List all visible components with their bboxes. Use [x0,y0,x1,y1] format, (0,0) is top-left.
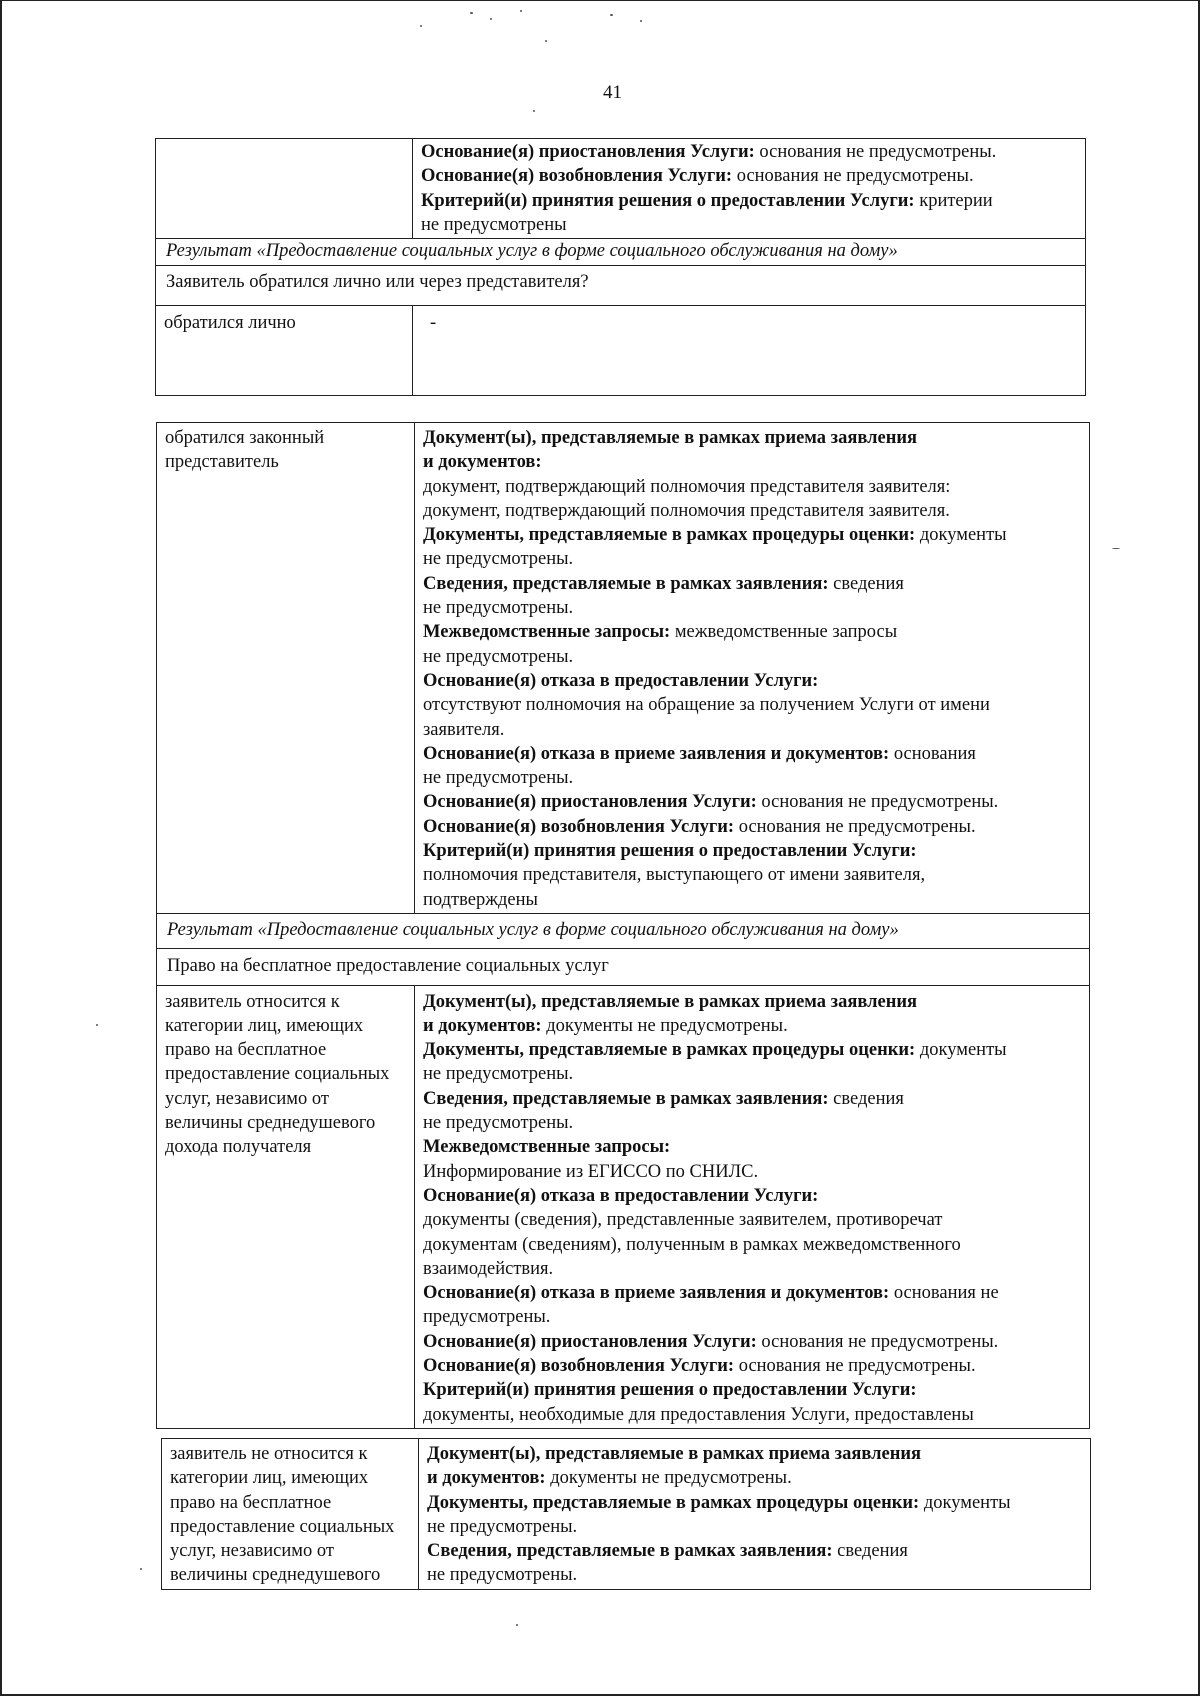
text-segment: основания не предусмотрены. [754,142,997,162]
text-line [423,596,1083,620]
text-line: предоставление социальных [165,1064,390,1085]
text-line [423,1233,1083,1257]
text-segment: основания не [889,1283,999,1304]
text-segment: основания не предусмотрены. [734,816,976,837]
text-line: величины среднедушевого [165,1113,376,1134]
text-line [423,839,1083,863]
text-line [427,1491,1084,1515]
text-segment: документам (сведениям), полученным в рамках межведомственного [423,1234,961,1255]
text-segment: не предусмотрены [421,214,567,235]
text-line [423,863,1083,887]
text-line [423,1184,1083,1208]
free-service-row: Право на бесплатное предоставление социальных услуг [157,949,1090,985]
bold-label: Сведения, представляемые в рамках заявления: [423,573,829,594]
text-line [427,1563,1084,1587]
table-row [157,949,1090,985]
text-line: услуг, независимо от [170,1541,334,1562]
text-line [427,1539,1084,1563]
bold-label: Документ(ы), представляемые в рамках приема заявления [423,428,918,448]
text-line [427,1442,1084,1466]
text-segment: взаимодействия. [423,1258,554,1279]
text-line: заявитель относится к [165,991,340,1012]
text-line [423,742,1083,766]
bold-label: Критерий(и) принятия решения о предоставлении Услуги: [421,190,915,211]
text-line [423,815,1083,839]
bold-label: Основание(я) отказа в приеме заявления и документов: [423,743,890,764]
text-segment: основания не предусмотрены. [734,1355,976,1376]
text-line [421,189,1079,213]
text-segment: не предусмотрены. [423,646,574,667]
text-segment: документы не предусмотрены. [545,1468,792,1489]
personal-right-cell: - [413,306,1086,396]
text-line [423,888,1083,912]
text-line [427,1466,1084,1490]
bold-label: Сведения, представляемые в рамках заявления: [427,1541,833,1562]
text-segment: не предусмотрены. [427,1516,578,1537]
text-segment: не предусмотрены. [423,768,574,789]
details-cell [413,139,1086,239]
text-line: предоставление социальных [170,1516,395,1537]
service-table-middle [156,422,1090,1429]
bold-label: Основание(я) возобновления Услуги: [421,166,733,187]
text-line: право на бесплатное [170,1492,332,1513]
table-row [156,239,1086,266]
text-line [423,523,1083,547]
text-line [423,475,1083,499]
text-line [423,1281,1083,1305]
bold-label: и документов: [423,452,542,473]
text-segment: не предусмотрены. [423,598,574,619]
text-segment: подтверждены [423,889,538,910]
table-row [157,423,1090,914]
text-line [423,426,1083,450]
text-line [423,645,1083,669]
text-line [423,1038,1083,1062]
bold-label: Основание(я) отказа в предоставлении Услуги: [423,670,819,691]
table-row [162,1439,1091,1590]
category-left-cell [157,985,415,1428]
text-line [423,1160,1083,1184]
text-line [423,1403,1083,1427]
text-line [423,990,1083,1014]
text-segment: основания [889,743,976,764]
text-line [423,572,1083,596]
text-segment: межведомственные запросы [670,622,898,643]
bold-label: Основание(я) возобновления Услуги: [423,816,735,837]
text-segment: основания не предусмотрены. [756,1331,999,1352]
service-table-top [155,138,1086,396]
non-category-details-cell [419,1439,1091,1590]
page-number: 41 [603,82,622,103]
text-segment: документы [915,525,1007,546]
table-row [157,985,1090,1428]
bold-label: Основание(я) отказа в приеме заявления и документов: [423,1283,890,1304]
text-segment: документы не предусмотрены. [541,1015,788,1036]
text-segment: отсутствуют полномочия на обращение за получением Услуги от имени [423,695,990,716]
bold-label: Критерий(и) принятия решения о предоставлении Услуги: [423,841,917,862]
text-line: заявитель не относится к [170,1444,368,1464]
text-line [423,766,1083,790]
text-segment: документы [915,1040,1007,1061]
text-segment: основания не предусмотрены. [756,792,999,813]
service-table-bottom [161,1438,1091,1590]
text-segment: не предусмотрены. [427,1565,578,1586]
text-segment: документ, подтверждающий полномочия представителя заявителя: [423,476,951,497]
text-segment: не предусмотрены. [423,549,574,570]
text-segment: предусмотрены. [423,1307,551,1328]
text-line: услуг, независимо от [165,1088,329,1109]
text-segment: не предусмотрены. [423,1064,574,1085]
text-line [421,164,1079,188]
non-category-left-cell [162,1439,419,1590]
bold-label: Основание(я) отказа в предоставлении Услуги: [423,1185,819,1206]
text-segment: сведения [828,573,904,594]
text-line: величины среднедушевого [170,1565,381,1586]
text-line [423,499,1083,523]
bold-label: Документы, представляемые в рамках процедуры оценки: [423,525,916,546]
text-line [423,1354,1083,1378]
text-line [423,1257,1083,1281]
bold-label: Основание(я) приостановления Услуги: [423,1331,757,1352]
text-line [423,669,1083,693]
text-segment: сведения [828,1088,904,1109]
bold-label: Сведения, представляемые в рамках заявления: [423,1088,829,1109]
text-line: категории лиц, имеющих [165,1015,364,1036]
bold-label: Документы, представляемые в рамках процедуры оценки: [427,1492,920,1513]
table-row [156,306,1086,396]
text-segment: основания не предусмотрены. [732,166,974,187]
text-line: обратился законный [165,428,325,448]
representative-left-cell [157,423,415,914]
text-segment: критерии [914,190,993,211]
result-row: Результат «Предоставление социальных услуг в форме социального обслуживания на дому» [156,239,1086,266]
text-segment: документы [919,1492,1011,1513]
text-line [423,1305,1083,1329]
text-line [423,1111,1083,1135]
text-segment: документы, необходимые для предоставления Услуги, предоставлены [423,1404,974,1425]
text-segment: документ, подтверждающий полномочия представителя заявителя. [423,500,950,521]
table-row [156,139,1086,239]
table-row [157,913,1090,948]
text-line [423,693,1083,717]
bold-label: Документы, представляемые в рамках процедуры оценки: [423,1040,916,1061]
bold-label: Основание(я) приостановления Услуги: [423,792,757,813]
text-segment: документы (сведения), представленные заявителем, противоречат [423,1210,943,1231]
representative-details-cell [415,423,1090,914]
bold-label: Межведомственные запросы: [423,622,671,643]
category-details-cell [415,985,1090,1428]
bold-label: Межведомственные запросы: [423,1137,671,1158]
text-line: дохода получателя [165,1137,312,1158]
bold-label: Документ(ы), представляемые в рамках приема заявления [423,991,918,1012]
text-line: право на бесплатное [165,1040,327,1061]
bold-label: и документов: [427,1468,546,1489]
text-line [423,718,1083,742]
table-row [156,266,1086,306]
criterion-cell-empty [156,139,413,239]
text-line [423,1014,1083,1038]
question-row: Заявитель обратился лично или через представителя? [156,266,1086,306]
text-segment: сведения [832,1541,908,1562]
bold-label: и документов: [423,1015,542,1036]
text-line [423,790,1083,814]
text-line [423,1135,1083,1159]
bold-label: Основание(я) приостановления Услуги: [421,142,755,162]
text-line [423,547,1083,571]
text-line: категории лиц, имеющих [170,1468,369,1489]
result-row: Результат «Предоставление социальных услуг в форме социального обслуживания на дому» [157,913,1090,948]
text-segment: полномочия представителя, выступающего от имени заявителя, [423,865,926,886]
personal-left-cell: обратился лично [156,306,413,396]
text-line [423,620,1083,644]
text-line [423,1087,1083,1111]
text-line [421,140,1079,164]
text-line [427,1515,1084,1539]
text-line: представитель [165,452,279,473]
text-line [423,1062,1083,1086]
text-line [423,1330,1083,1354]
text-line [423,450,1083,474]
text-line [423,1208,1083,1232]
text-line [423,1378,1083,1402]
bold-label: Документ(ы), представляемые в рамках приема заявления [427,1444,922,1464]
text-segment: Информирование из ЕГИССО по СНИЛС. [423,1161,759,1182]
text-segment: заявителя. [423,719,505,740]
text-segment: не предусмотрены. [423,1113,574,1134]
bold-label: Критерий(и) принятия решения о предоставлении Услуги: [423,1380,917,1401]
bold-label: Основание(я) возобновления Услуги: [423,1355,735,1376]
text-line [421,213,1079,237]
